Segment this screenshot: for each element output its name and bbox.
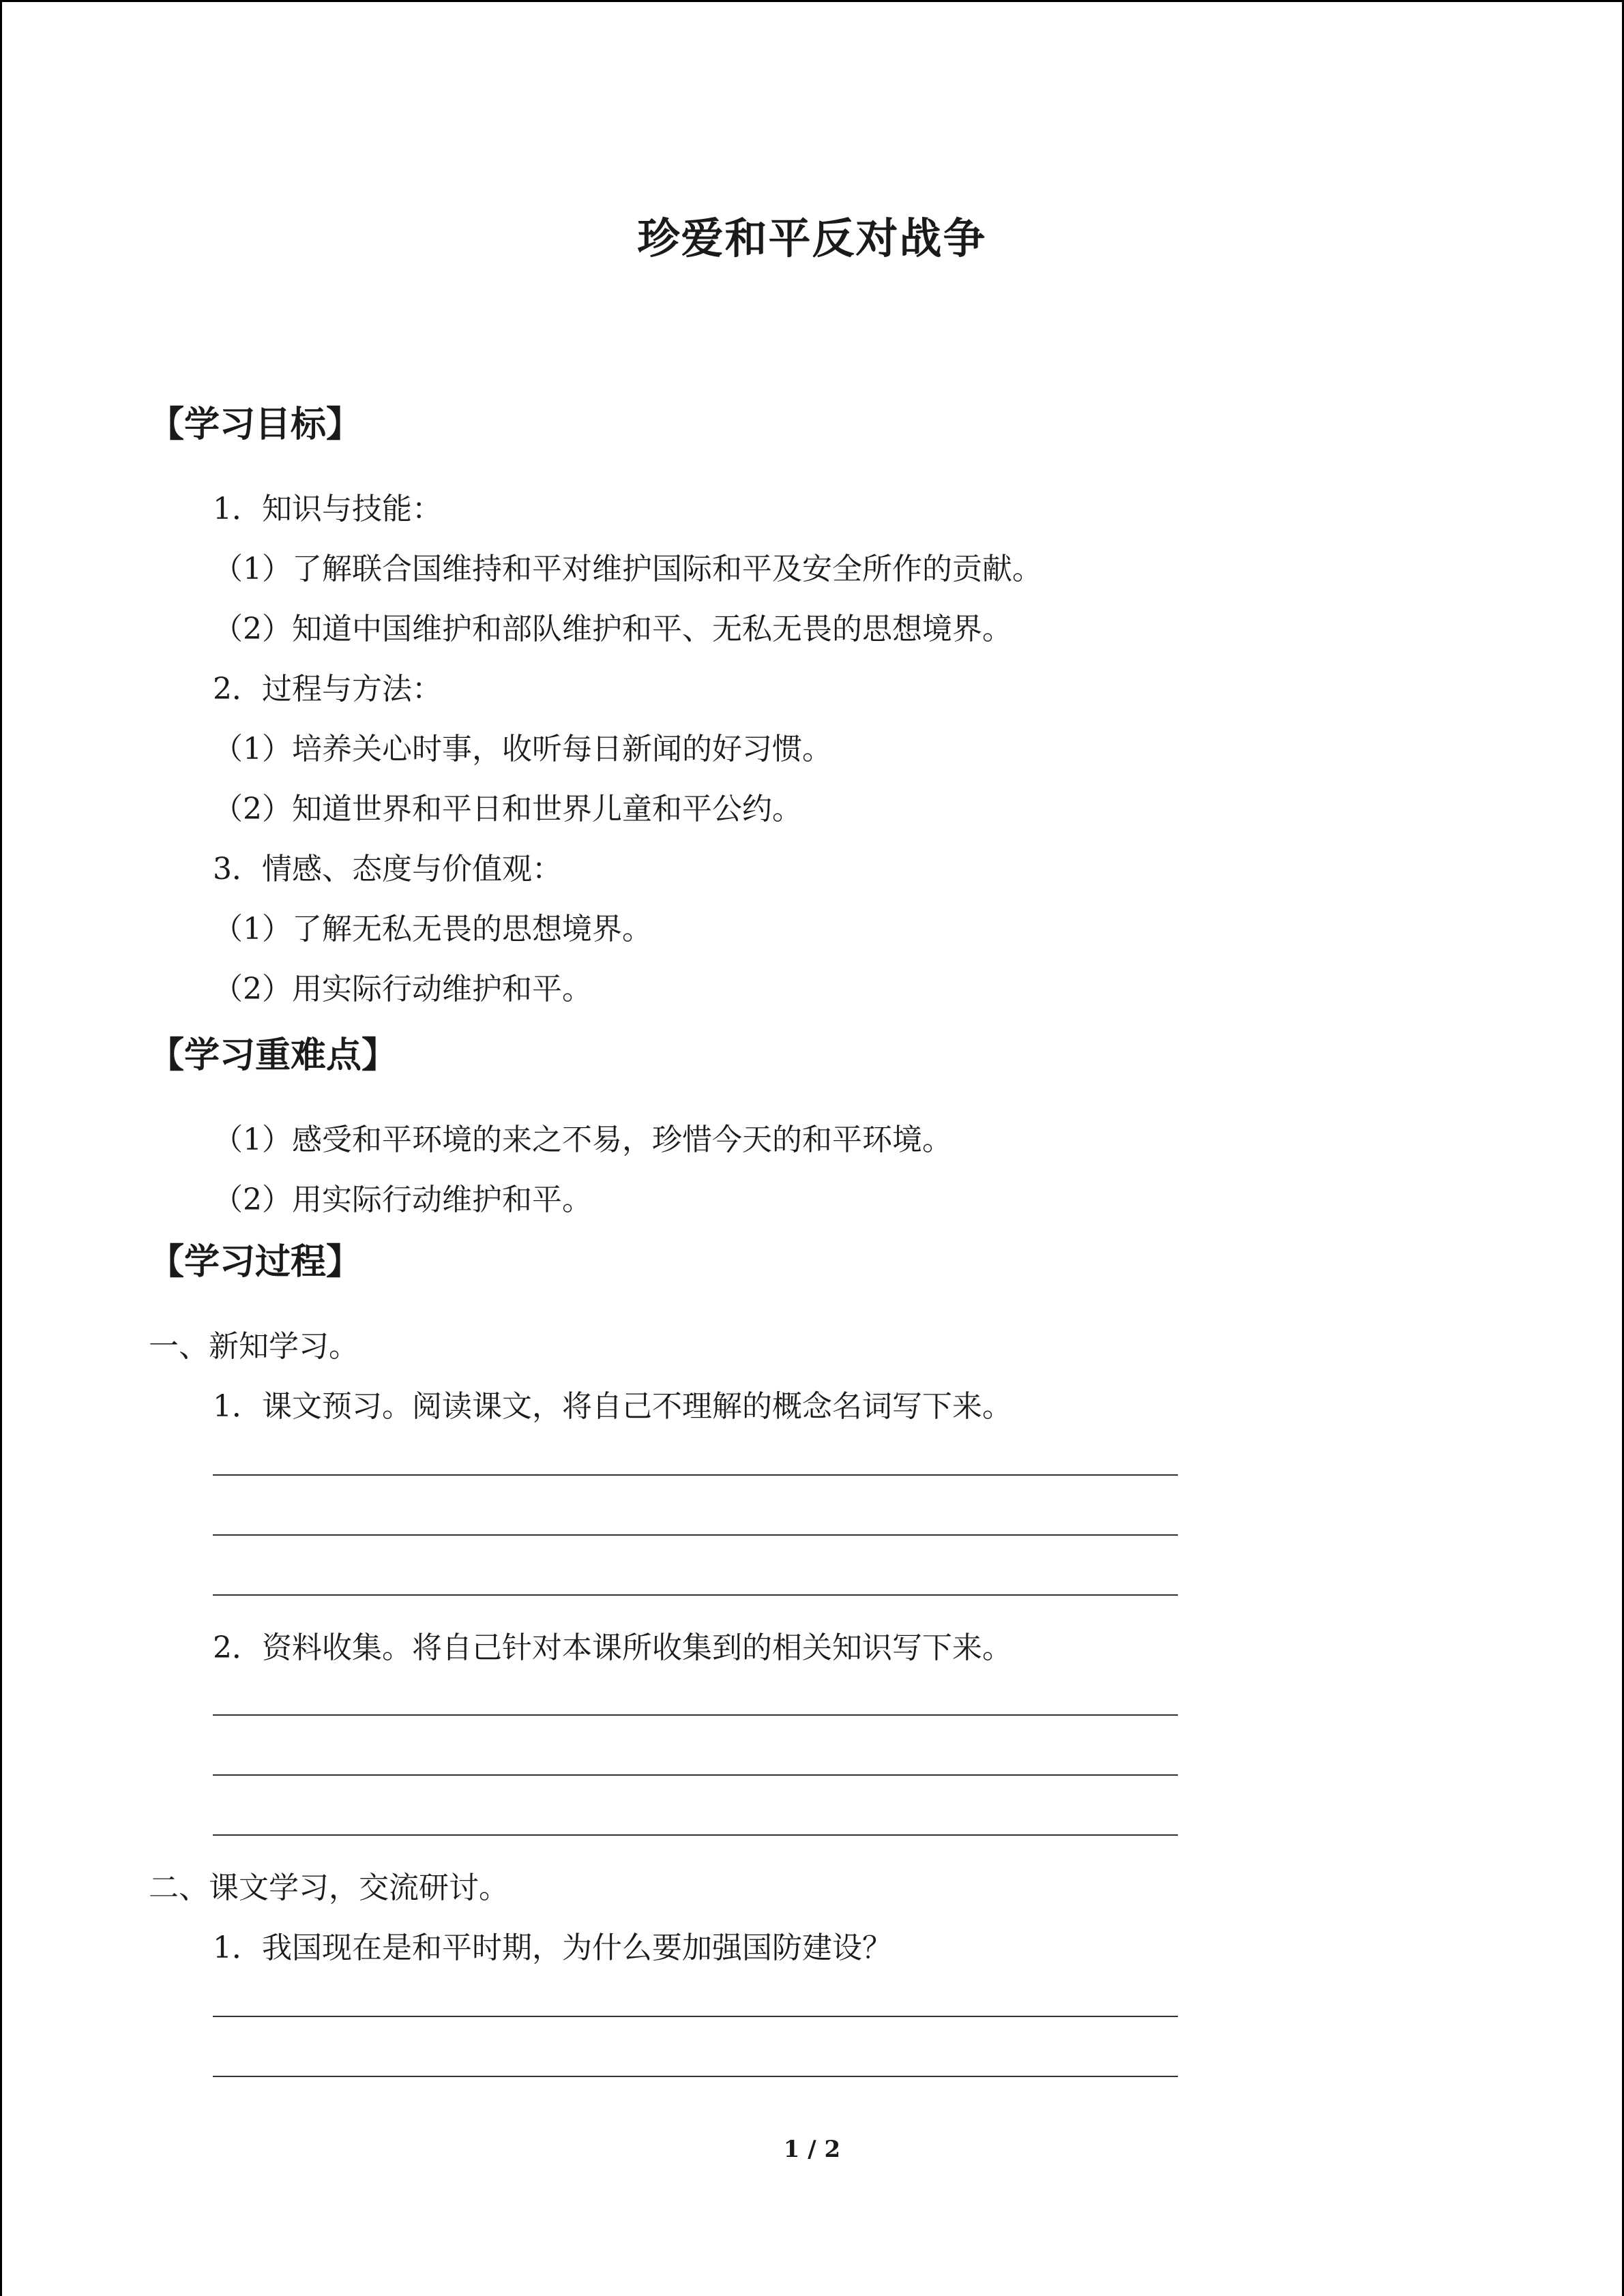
part-one-heading: 一、新知学习。 <box>149 1329 359 1364</box>
section-heading-goals: 【学习目标】 <box>149 404 362 445</box>
answer-line[interactable] <box>213 2076 1178 2077</box>
goal-line: （1）培养关心时事，收听每日新闻的好习惯。 <box>213 732 832 766</box>
goal-line: （1）了解无私无畏的思想境界。 <box>213 912 652 946</box>
answer-line[interactable] <box>213 1834 1178 1836</box>
keypoint-line: （1）感受和平环境的来之不易，珍惜今天的和平环境。 <box>213 1122 952 1157</box>
page-title: 珍爱和平反对战争 <box>637 213 987 263</box>
goal-line: （1）了解联合国维持和平对维护国际和平及安全所作的贡献。 <box>213 552 1042 586</box>
goal-line: （2）知道世界和平日和世界儿童和平公约。 <box>213 792 802 826</box>
question-three: 1．我国现在是和平时期，为什么要加强国防建设？ <box>213 1930 892 1965</box>
page-border-top <box>0 0 1624 2</box>
goal-line: （2）知道中国维护和部队维护和平、无私无畏的思想境界。 <box>213 612 1012 646</box>
question-two: 2．资料收集。将自己针对本课所收集到的相关知识写下来。 <box>213 1630 1012 1665</box>
section-heading-keypoints: 【学习重难点】 <box>149 1035 398 1076</box>
goal-line: 2．过程与方法： <box>213 672 442 706</box>
page-number: 1 / 2 <box>783 2136 841 2163</box>
goal-line: （2）用实际行动维护和平。 <box>213 972 592 1007</box>
answer-line[interactable] <box>213 1594 1178 1596</box>
answer-line[interactable] <box>213 2016 1178 2017</box>
goal-line: 1．知识与技能： <box>213 492 442 526</box>
goal-line: 3．情感、态度与价值观： <box>213 852 562 886</box>
answer-line[interactable] <box>213 1774 1178 1776</box>
answer-line[interactable] <box>213 1714 1178 1716</box>
answer-line[interactable] <box>213 1534 1178 1536</box>
page-border-left <box>0 0 2 2296</box>
section-heading-process: 【学习过程】 <box>149 1242 362 1283</box>
part-two-heading: 二、课文学习，交流研讨。 <box>149 1870 509 1905</box>
answer-line[interactable] <box>213 1474 1178 1476</box>
keypoint-line: （2）用实际行动维护和平。 <box>213 1182 592 1217</box>
question-one: 1．课文预习。阅读课文，将自己不理解的概念名词写下来。 <box>213 1389 1012 1424</box>
